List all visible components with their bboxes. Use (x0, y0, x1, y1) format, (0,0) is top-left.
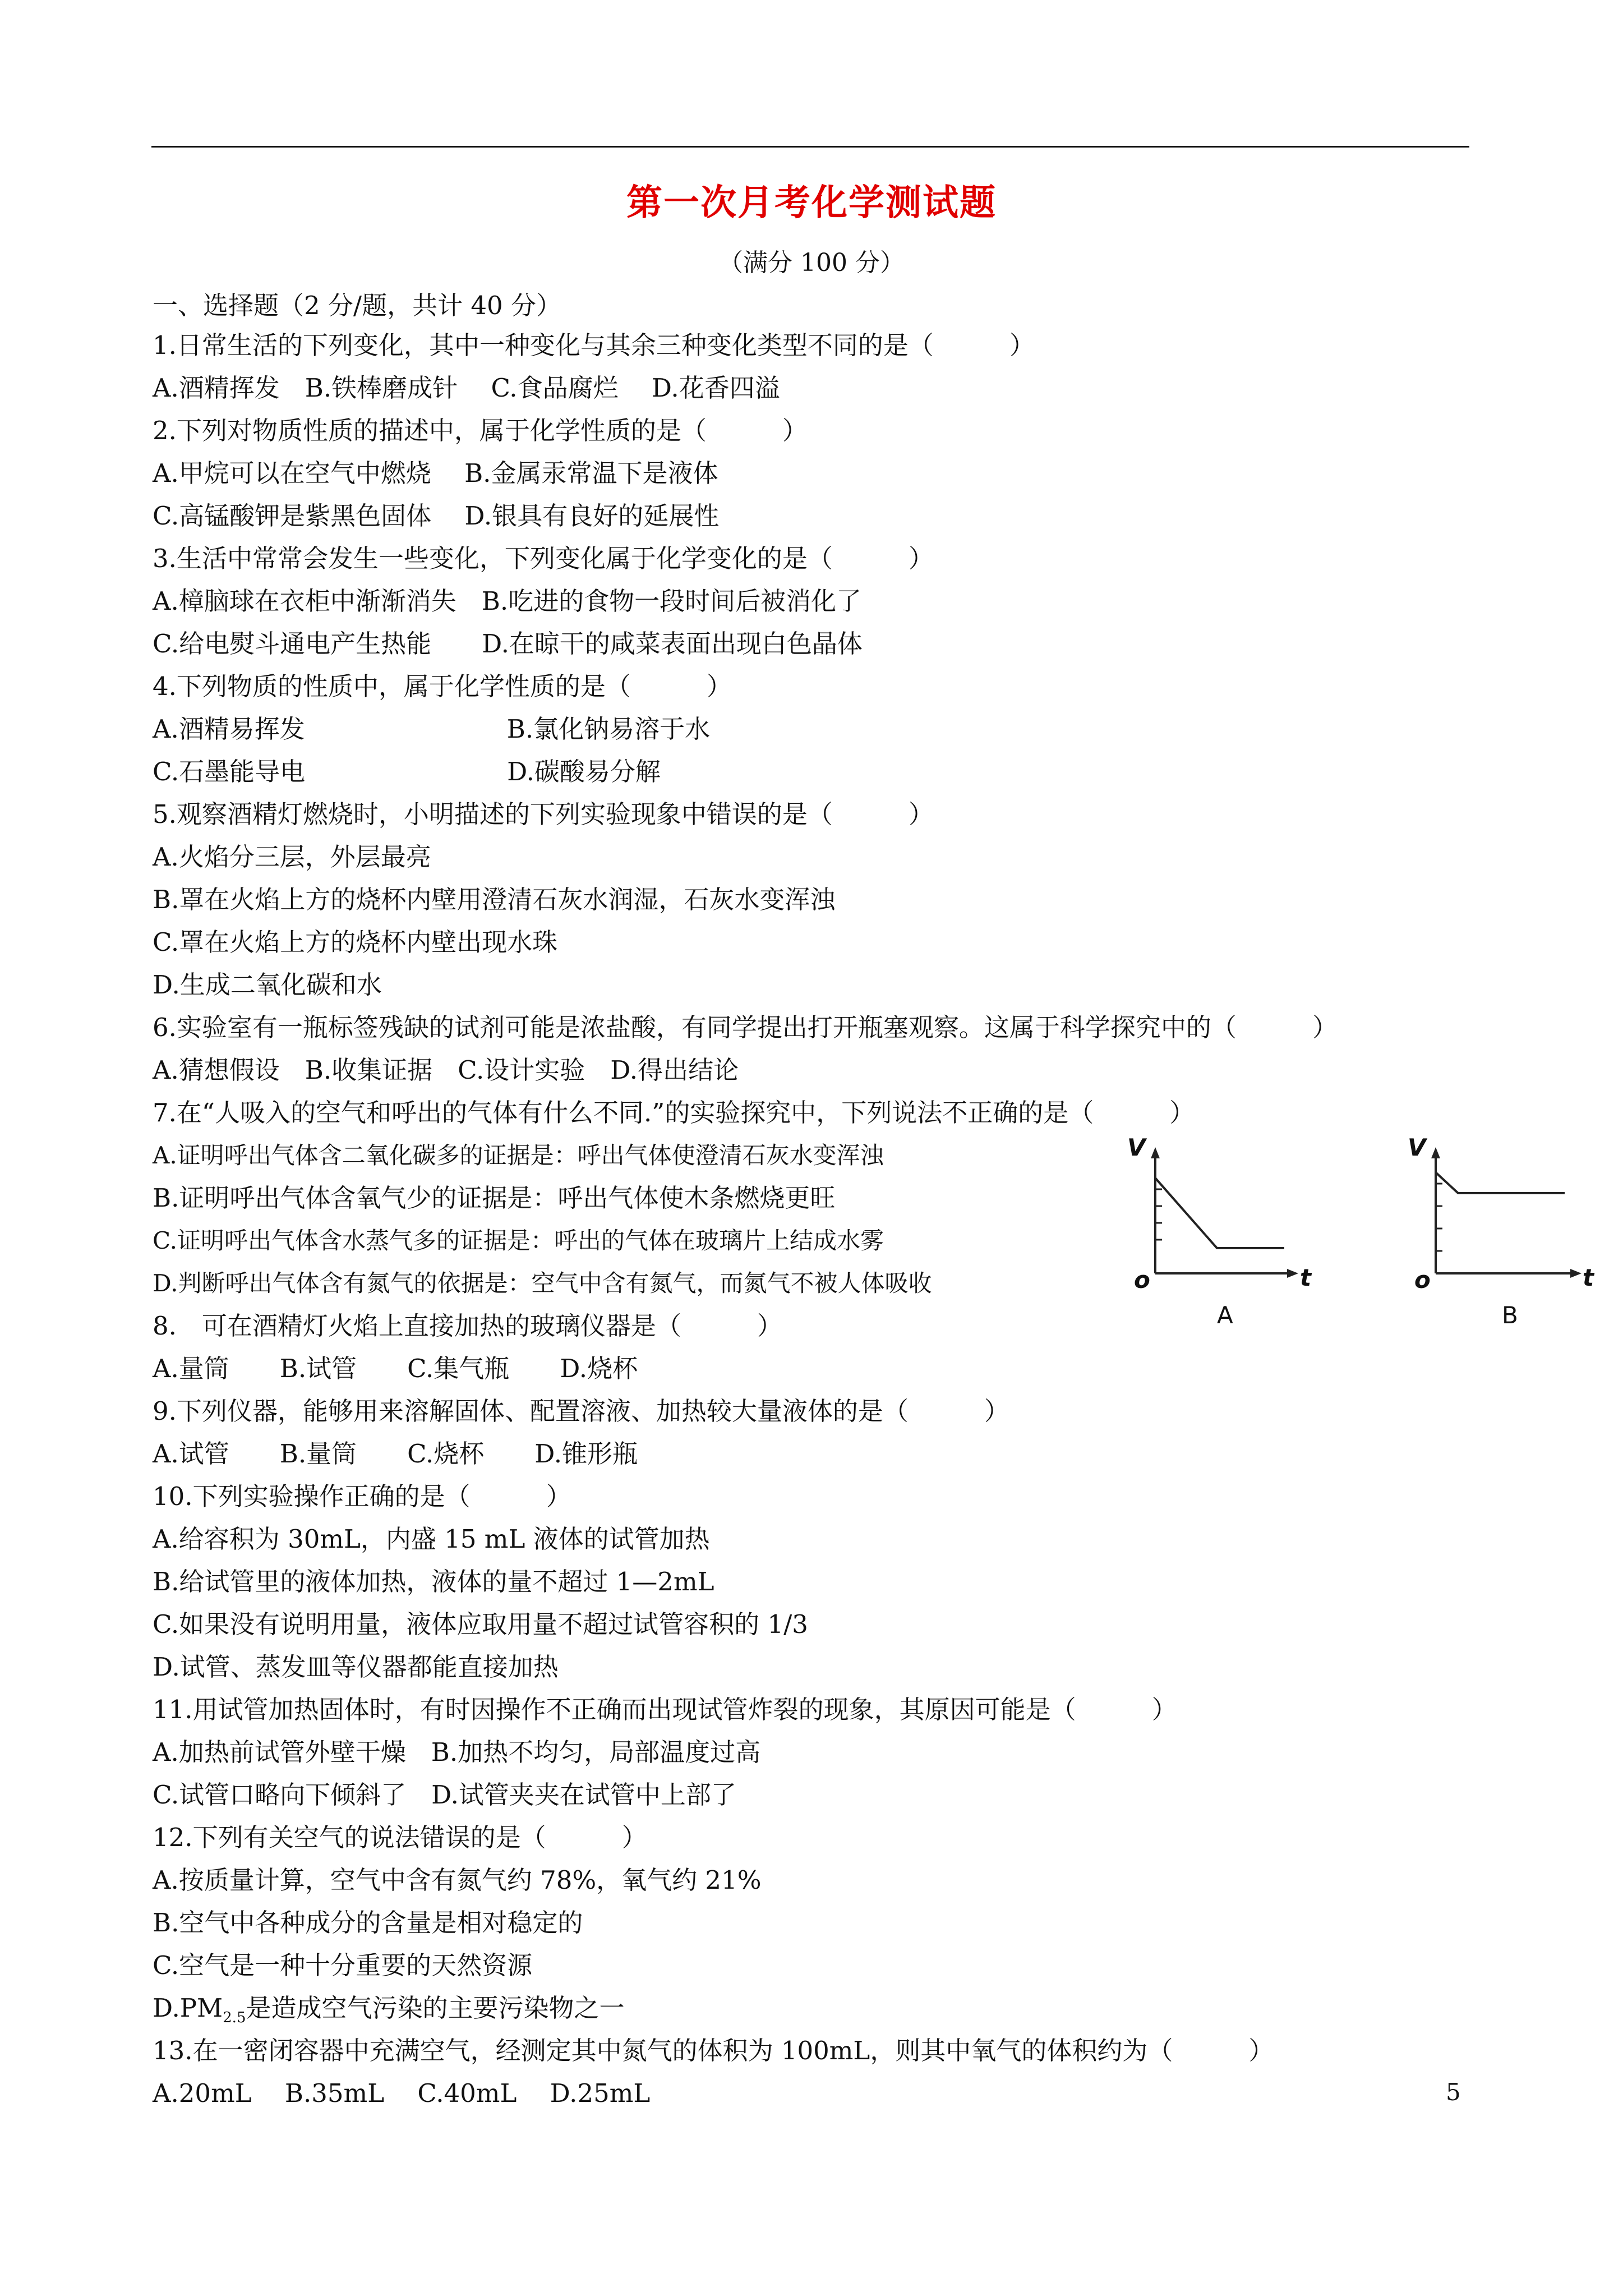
option-line: A.量筒 B.试管 C.集气瓶 D.烧杯 (153, 1354, 638, 1383)
graph-a (1122, 1134, 1312, 1329)
question-line: 13.在一密闭容器中充满空气，经测定其中氮气的体积为 100mL，则其中氧气的体积约为（ ） (153, 2036, 1274, 2065)
question-line: 10.下列实验操作正确的是（ ） (153, 1481, 571, 1511)
question-line: 5.观察酒精灯燃烧时，小明描述的下列实验现象中错误的是（ ） (153, 799, 934, 829)
question-line: 4.下列物质的性质中，属于化学性质的是（ ） (153, 671, 732, 701)
question-line: 6.实验室有一瓶标签残缺的试剂可能是浓盐酸，有同学提出打开瓶塞观察。这属于科学探究中的（ ） (153, 1013, 1338, 1042)
option-line: D.生成二氧化碳和水 (153, 970, 382, 1000)
option-line: A.酒精挥发 B.铁棒磨成针 C.食品腐烂 D.花香四溢 (153, 373, 780, 403)
option-line: A.酒精易挥发 B.氯化钠易溶于水 (153, 714, 711, 744)
graph-a-origin-label: o (1134, 1266, 1150, 1294)
full-score-note: （满分 100 分） (718, 249, 905, 277)
graph-a-x-axis-label: t (1300, 1264, 1312, 1291)
option-line: A.证明呼出气体含二氧化碳多的证据是：呼出气体使澄清石灰水变浑浊 (153, 1142, 884, 1169)
graph-a-label: A (1217, 1301, 1233, 1329)
graph-b-label: B (1502, 1301, 1518, 1329)
pm-subscript: 2.5 (223, 2009, 246, 2026)
option-line: B.给试管里的液体加热，液体的量不超过 1—2mL (153, 1567, 714, 1596)
graph-b-origin-label: o (1414, 1266, 1431, 1294)
option-line: B.证明呼出气体含氧气少的证据是：呼出气体使木条燃烧更旺 (153, 1183, 836, 1213)
option-line: A.试管 B.量筒 C.烧杯 D.锥形瓶 (153, 1439, 638, 1469)
option-line: C.空气是一种十分重要的天然资源 (153, 1950, 533, 1980)
page-number: 5 (1446, 2078, 1461, 2106)
option-line: A.樟脑球在衣柜中渐渐消失 B.吃进的食物一段时间后被消化了 (153, 586, 862, 616)
option-line: A.给容积为 30mL，内盛 15 mL 液体的试管加热 (153, 1524, 710, 1554)
option-line: A.按质量计算，空气中含有氮气约 78%，氧气约 21% (153, 1865, 762, 1895)
option-line: C.如果没有说明用量，液体应取用量不超过试管容积的 1/3 (153, 1609, 808, 1639)
question-line: 7.在“人吸入的空气和呼出的气体有什么不同.”的实验探究中，下列说法不正确的是（ ） (153, 1098, 1195, 1128)
option-line: C.证明呼出气体含水蒸气多的证据是：呼出的气体在玻璃片上结成水雾 (153, 1227, 884, 1254)
option-line: A.20mL B.35mL C.40mL D.25mL (153, 2078, 651, 2108)
question-line: 11.用试管加热固体时，有时因操作不正确而出现试管炸裂的现象，其原因可能是（ ） (153, 1695, 1177, 1724)
graph-b-x-axis-label: t (1583, 1264, 1594, 1291)
option-line: C.石墨能导电 D.碳酸易分解 (153, 757, 661, 786)
question-line: 1.日常生活的下列变化，其中一种变化与其余三种变化类型不同的是（ ） (153, 330, 1035, 360)
graph-b (1402, 1134, 1594, 1329)
option-line: C.试管口略向下倾斜了 D.试管夹夹在试管中上部了 (153, 1780, 736, 1810)
option-line: C.给电熨斗通电产生热能 D.在晾干的咸菜表面出现白色晶体 (153, 629, 863, 659)
graph-b-y-axis-label: V (1408, 1134, 1426, 1161)
question-line: 8. 可在酒精灯火焰上直接加热的玻璃仪器是（ ） (153, 1311, 782, 1341)
option-line: A.猜想假设 B.收集证据 C.设计实验 D.得出结论 (153, 1055, 739, 1085)
option-line: A.火焰分三层，外层最亮 (153, 842, 431, 872)
graph-a-y-axis-label: V (1127, 1134, 1146, 1161)
question-line: 2.下列对物质性质的描述中，属于化学性质的是（ ） (153, 416, 808, 445)
option-line: B.罩在火焰上方的烧杯内壁用澄清石灰水润湿，石灰水变浑浊 (153, 885, 836, 914)
question-line: 3.生活中常常会发生一些变化，下列变化属于化学变化的是（ ） (153, 544, 934, 573)
graph-b-svg (1402, 1136, 1593, 1299)
pm-suffix: 是造成空气污染的主要污染物之一 (246, 1993, 625, 2023)
option-line: D.判断呼出气体含有氮气的依据是：空气中含有氮气，而氮气不被人体吸收 (153, 1269, 932, 1297)
option-line: C.高锰酸钾是紫黑色固体 D.银具有良好的延展性 (153, 501, 720, 531)
pm-prefix: D.PM (153, 1993, 223, 2023)
option-line: D.试管、蒸发皿等仪器都能直接加热 (153, 1652, 559, 1682)
option-line: A.加热前试管外壁干燥 B.加热不均匀，局部温度过高 (153, 1737, 761, 1767)
option-line: A.甲烷可以在空气中燃烧 B.金属汞常温下是液体 (153, 458, 718, 488)
option-line: C.罩在火焰上方的烧杯内壁出现水珠 (153, 927, 558, 957)
question-line: 12.下列有关空气的说法错误的是（ ） (153, 1823, 647, 1852)
option-line: B.空气中各种成分的含量是相对稳定的 (153, 1908, 583, 1938)
page-title: 第一次月考化学测试题 (626, 182, 997, 224)
question-line: 9.下列仪器，能够用来溶解固体、配置溶液、加热较大量液体的是（ ） (153, 1396, 1009, 1426)
option-line-pm25 (153, 1987, 1476, 2030)
header-rule (151, 146, 1469, 148)
section-heading: 一、选择题（2 分/题，共计 40 分） (153, 291, 561, 320)
